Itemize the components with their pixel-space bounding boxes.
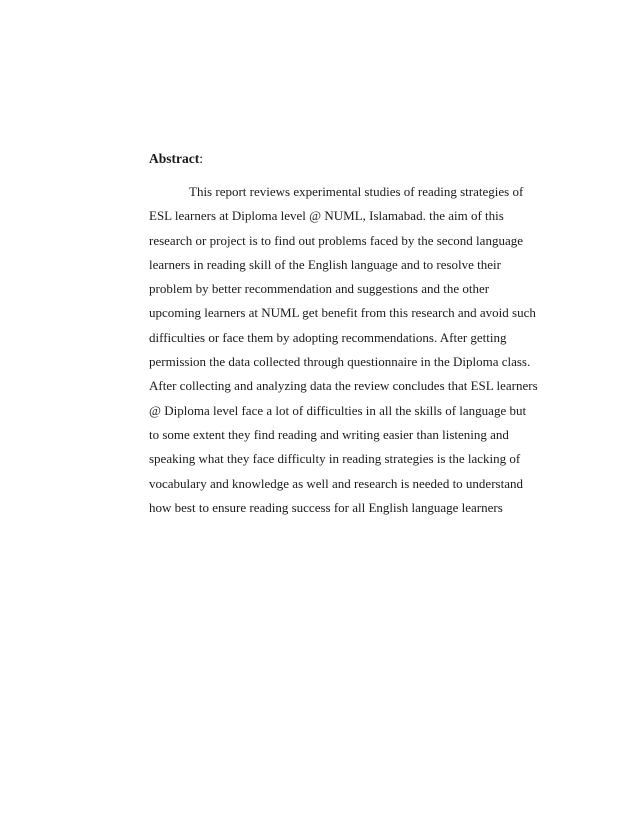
abstract-line: permission the data collected through questionnaire in the Diploma class. xyxy=(149,354,531,370)
abstract-line: upcoming learners at NUML get benefit from this research and avoid such xyxy=(149,305,536,321)
abstract-line: ESL learners at Diploma level @ NUML, Islamabad. the aim of this xyxy=(149,208,504,224)
abstract-heading xyxy=(149,150,203,168)
abstract-line: to some extent they find reading and writing easier than listening and xyxy=(149,426,509,442)
abstract-line: problem by better recommendation and suggestions and the other xyxy=(149,281,490,297)
abstract-heading-colon: : xyxy=(199,151,204,166)
abstract-line: @ Diploma level face a lot of difficulties in all the skills of language but xyxy=(149,402,527,418)
abstract-line: difficulties or face them by adopting recommendations. After getting xyxy=(149,329,507,345)
abstract-line: research or project is to find out problems faced by the second language xyxy=(149,232,523,248)
abstract-heading-label: Abstract xyxy=(149,151,200,166)
abstract-paragraph xyxy=(149,180,549,520)
abstract-line: After collecting and analyzing data the review concludes that ESL learners xyxy=(149,378,538,394)
abstract-line: learners in reading skill of the English language and to resolve their xyxy=(149,256,501,272)
abstract-line: how best to ensure reading success for all English language learners xyxy=(149,499,503,515)
abstract-line: speaking what they face difficulty in reading strategies is the lacking of xyxy=(149,451,521,467)
abstract-line: vocabulary and knowledge as well and research is needed to understand xyxy=(149,475,523,491)
abstract-line: This report reviews experimental studies of reading strategies of xyxy=(189,184,524,199)
